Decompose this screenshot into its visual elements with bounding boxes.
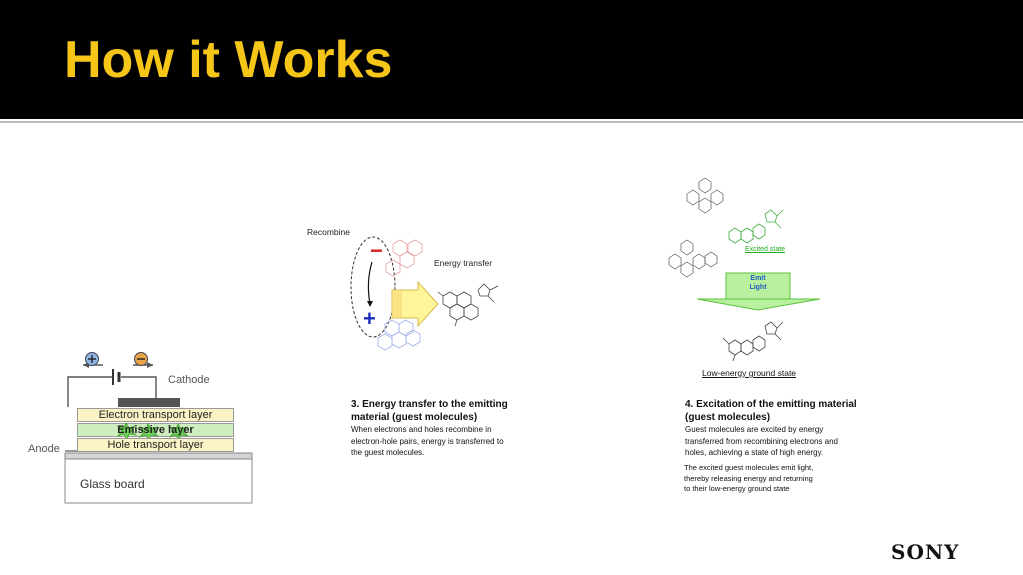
step3-text-block — [351, 398, 508, 459]
emissive-layer-label: Emissive layer — [117, 424, 194, 436]
step3-body-line1: When electrons and holes recombine in — [351, 425, 492, 434]
step3-body-line3: the guest molecules. — [351, 448, 425, 457]
slide-title: How it Works — [64, 31, 393, 89]
step4-body-line1: Guest molecules are excited by energy — [685, 425, 824, 434]
step4-heading-line1: 4. Excitation of the emitting material — [685, 399, 857, 410]
positive-charge-icon — [86, 353, 99, 366]
step3-heading-line2: material (guest molecules) — [351, 412, 478, 423]
step4-note-line3: to their low-energy ground state — [684, 484, 790, 493]
emit-light-line1: Emit — [750, 275, 766, 282]
plus-symbol: + — [363, 306, 376, 331]
emissive-layer — [77, 423, 234, 437]
host-molecule-top-icon — [687, 178, 723, 213]
slide-header — [0, 0, 1023, 119]
ground-state-label: Low-energy ground state — [702, 368, 797, 378]
emit-light-label — [726, 274, 790, 292]
step3-heading-line1: 3. Energy transfer to the emitting — [351, 399, 508, 410]
hole-transport-layer: Hole transport layer — [77, 438, 234, 452]
electron-transport-layer: Electron transport layer — [77, 408, 234, 422]
excited-state-label: Excited state — [745, 246, 786, 253]
step4-text-block — [685, 398, 857, 459]
step4-note-line2: thereby releasing energy and returning — [684, 473, 813, 483]
step4-note-block — [684, 463, 813, 495]
recombine-label: Recombine — [307, 227, 350, 237]
anode-label: Anode — [28, 443, 60, 455]
sony-logo: SONY — [891, 540, 960, 564]
excited-guest-molecule-icon — [729, 210, 783, 243]
step4-body-line3: holes, achieving a state of high energy. — [685, 448, 824, 457]
energy-transfer-graphic — [340, 232, 515, 362]
host-molecule-middle-icon — [669, 240, 717, 277]
ground-state-molecule-icon — [723, 322, 783, 361]
glass-board-label: Glass board — [80, 477, 145, 491]
step4-heading-line2: (guest molecules) — [685, 412, 771, 423]
emit-light-line2: Light — [749, 284, 767, 291]
guest-molecule-icon — [438, 284, 498, 326]
step3-body-line2: electron-hole pairs, energy is transferred to — [351, 436, 504, 446]
host-molecule-blue-icon — [378, 320, 420, 350]
minus-symbol: − — [370, 238, 383, 263]
negative-charge-icon — [135, 353, 148, 366]
step4-body-line2: transferred from recombining electrons and — [685, 436, 838, 446]
header-divider — [0, 121, 1023, 123]
step4-note-line1: The excited guest molecules emit light, — [684, 463, 814, 472]
excitation-graphic — [665, 172, 830, 367]
energy-transfer-label: Energy transfer — [434, 258, 493, 268]
cathode-label: Cathode — [168, 374, 210, 386]
